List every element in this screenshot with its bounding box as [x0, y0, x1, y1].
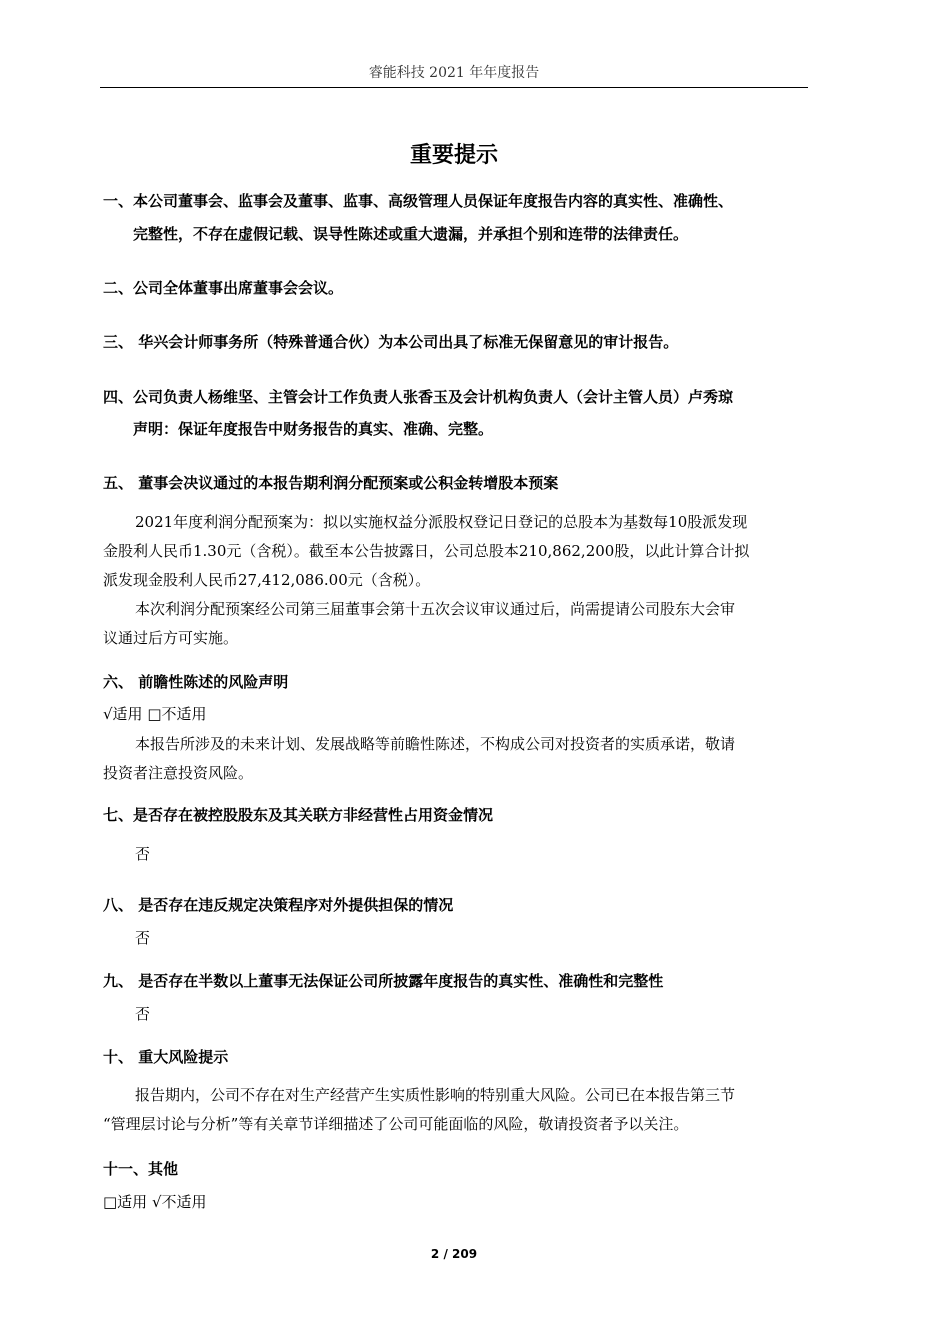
section-6-applicability: √适用 □不适用 — [103, 705, 207, 723]
section-6-heading: 六、 前瞻性陈述的风险声明 — [103, 673, 289, 691]
section-5-para-1-line-1: 2021年度利润分配预案为：拟以实施权益分派股权登记日登记的总股本为基数每10股派发现 — [135, 513, 748, 531]
section-5-heading: 五、 董事会决议通过的本报告期利润分配预案或公积金转增股本预案 — [103, 474, 559, 492]
section-9-heading: 九、 是否存在半数以上董事无法保证公司所披露年度报告的真实性、准确性和完整性 — [103, 972, 664, 990]
section-5-para-1-line-3: 派发现金股利人民币27,412,086.00元（含税）。 — [103, 571, 431, 589]
section-5-para-2-line-2: 议通过后方可实施。 — [103, 629, 239, 647]
section-7-heading: 七、是否存在被控股股东及其关联方非经营性占用资金情况 — [103, 806, 494, 824]
section-8-heading: 八、 是否存在违反规定决策程序对外提供担保的情况 — [103, 896, 454, 914]
section-4-line-2: 声明：保证年度报告中财务报告的真实、准确、完整。 — [133, 420, 494, 438]
page-number: 2 / 209 — [430, 1247, 478, 1261]
section-5-para-1-line-2: 金股利人民币1.30元（含税）。截至本公告披露日，公司总股本210,862,200股，以此计算合计拟 — [103, 542, 750, 560]
section-10-para-line-2: “管理层讨论与分析”等有关章节详细描述了公司可能面临的风险，敬请投资者予以关注。 — [103, 1115, 689, 1133]
section-8-answer: 否 — [135, 929, 151, 947]
running-header: 睿能科技 2021 年年度报告 — [368, 65, 540, 81]
section-6-para-line-1: 本报告所涉及的未来计划、发展战略等前瞻性陈述，不构成公司对投资者的实质承诺，敬请 — [135, 735, 736, 753]
section-11-applicability: □适用 √不适用 — [103, 1193, 207, 1211]
section-10-para-line-1: 报告期内，公司不存在对生产经营产生实质性影响的特别重大风险。公司已在本报告第三节 — [135, 1086, 736, 1104]
section-10-heading: 十、 重大风险提示 — [103, 1048, 229, 1066]
section-2-line-1: 二、公司全体董事出席董事会会议。 — [103, 279, 344, 297]
header-divider — [100, 87, 808, 88]
section-4-line-1: 四、公司负责人杨维坚、主管会计工作负责人张香玉及会计机构负责人（会计主管人员）卢秀琼 — [103, 388, 734, 406]
section-9-answer: 否 — [135, 1005, 151, 1023]
section-1-line-2: 完整性，不存在虚假记载、误导性陈述或重大遗漏，并承担个别和连带的法律责任。 — [133, 225, 689, 243]
page-title: 重要提示 — [409, 143, 498, 168]
section-7-answer: 否 — [135, 845, 151, 863]
section-11-heading: 十一、其他 — [103, 1160, 179, 1178]
section-3-line-1: 三、 华兴会计师事务所（特殊普通合伙）为本公司出具了标准无保留意见的审计报告。 — [103, 333, 679, 351]
section-1-line-1: 一、本公司董事会、监事会及董事、监事、高级管理人员保证年度报告内容的真实性、准确性、 — [103, 192, 734, 210]
section-6-para-line-2: 投资者注意投资风险。 — [103, 764, 254, 782]
section-5-para-2-line-1: 本次利润分配预案经公司第三届董事会第十五次会议审议通过后，尚需提请公司股东大会审 — [135, 600, 736, 618]
